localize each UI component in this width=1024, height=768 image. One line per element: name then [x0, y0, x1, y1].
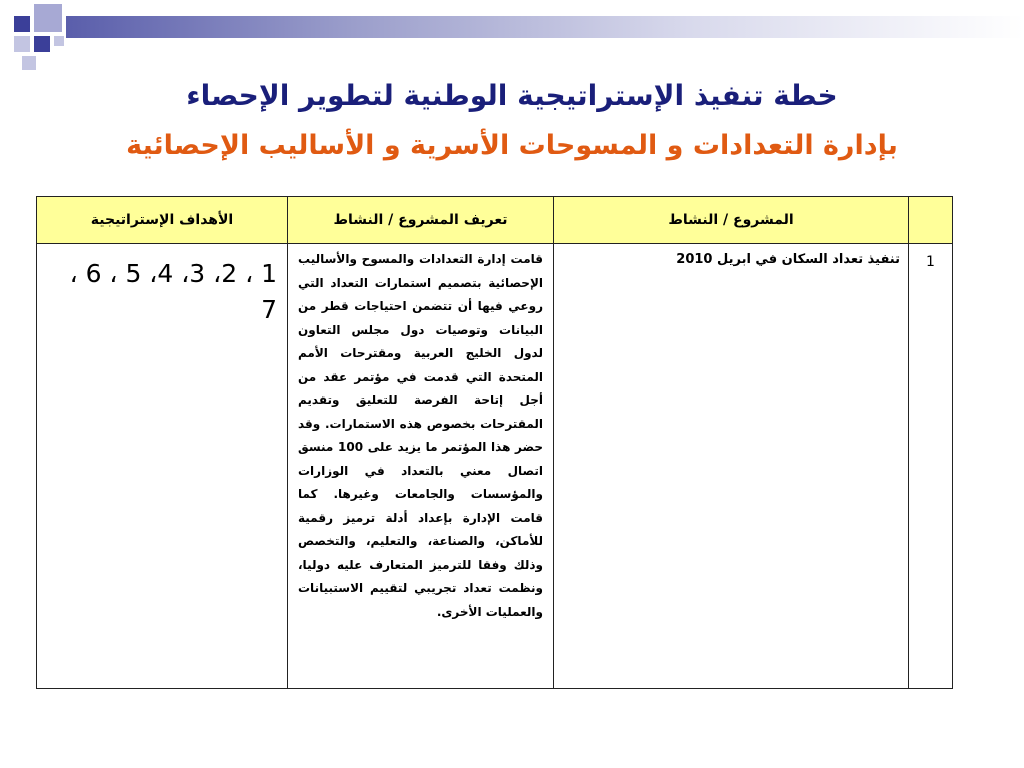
- deco-square-light-3: [54, 36, 64, 46]
- row-project: تنفيذ تعداد السكان في ابريل 2010: [554, 244, 909, 689]
- deco-square-light-2: [14, 36, 30, 52]
- table-header-row: [37, 197, 953, 244]
- page-subtitle: بإدارة التعدادات و المسوحات الأسرية و الأساليب الإحصائية: [126, 130, 898, 161]
- page-title: خطة تنفيذ الإستراتيجية الوطنية لتطوير الإحصاء: [186, 79, 838, 112]
- row-goals: 1 ، 2، 3، 4، 5 ، 6 ، 7: [37, 244, 288, 689]
- deco-square-light-4: [22, 56, 36, 70]
- row-number: 1: [909, 244, 953, 689]
- column-header-project: المشروع / النشاط: [554, 197, 909, 244]
- column-header-number: [909, 197, 953, 244]
- column-header-definition: تعريف المشروع / النشاط: [288, 197, 554, 244]
- header-gradient-bar: [66, 16, 1024, 38]
- column-header-goals: الأهداف الإستراتيجية: [37, 197, 288, 244]
- deco-square-dark-1: [14, 16, 30, 32]
- deco-square-light-1: [34, 4, 62, 32]
- plan-table: [36, 196, 953, 689]
- table-row: [37, 244, 953, 689]
- deco-square-dark-2: [34, 36, 50, 52]
- row-definition: قامت إدارة التعدادات والمسوح والأساليب الإحصائية بتصميم استمارات التعداد التي روعي فيها أن تتضمن احتياجات قطر من البيانات وتوصيات دول مجلس التعاون لدول الخليج العربية ومقترحات الأمم المتحدة التي قدمت في مؤتمر عقد من أجل إتاحة الفرصة للتعليق وتقديم المقترحات بخصوص هذه الاستمارات. وقد حضر هذا المؤتمر ما يزيد على 100 منسق اتصال معني بالتعداد في الوزارات والمؤسسات والجامعات وغيرها. كما قامت الإدارة بإعداد أدلة ترميز رقمية للأماكن، والصناعة، والتعليم، والتخصص وذلك وفقا للترميز المتعارف عليه دوليا، ونظمت تعداد تجريبي لتقييم الاستبيانات والعمليات الأخرى.: [288, 244, 554, 689]
